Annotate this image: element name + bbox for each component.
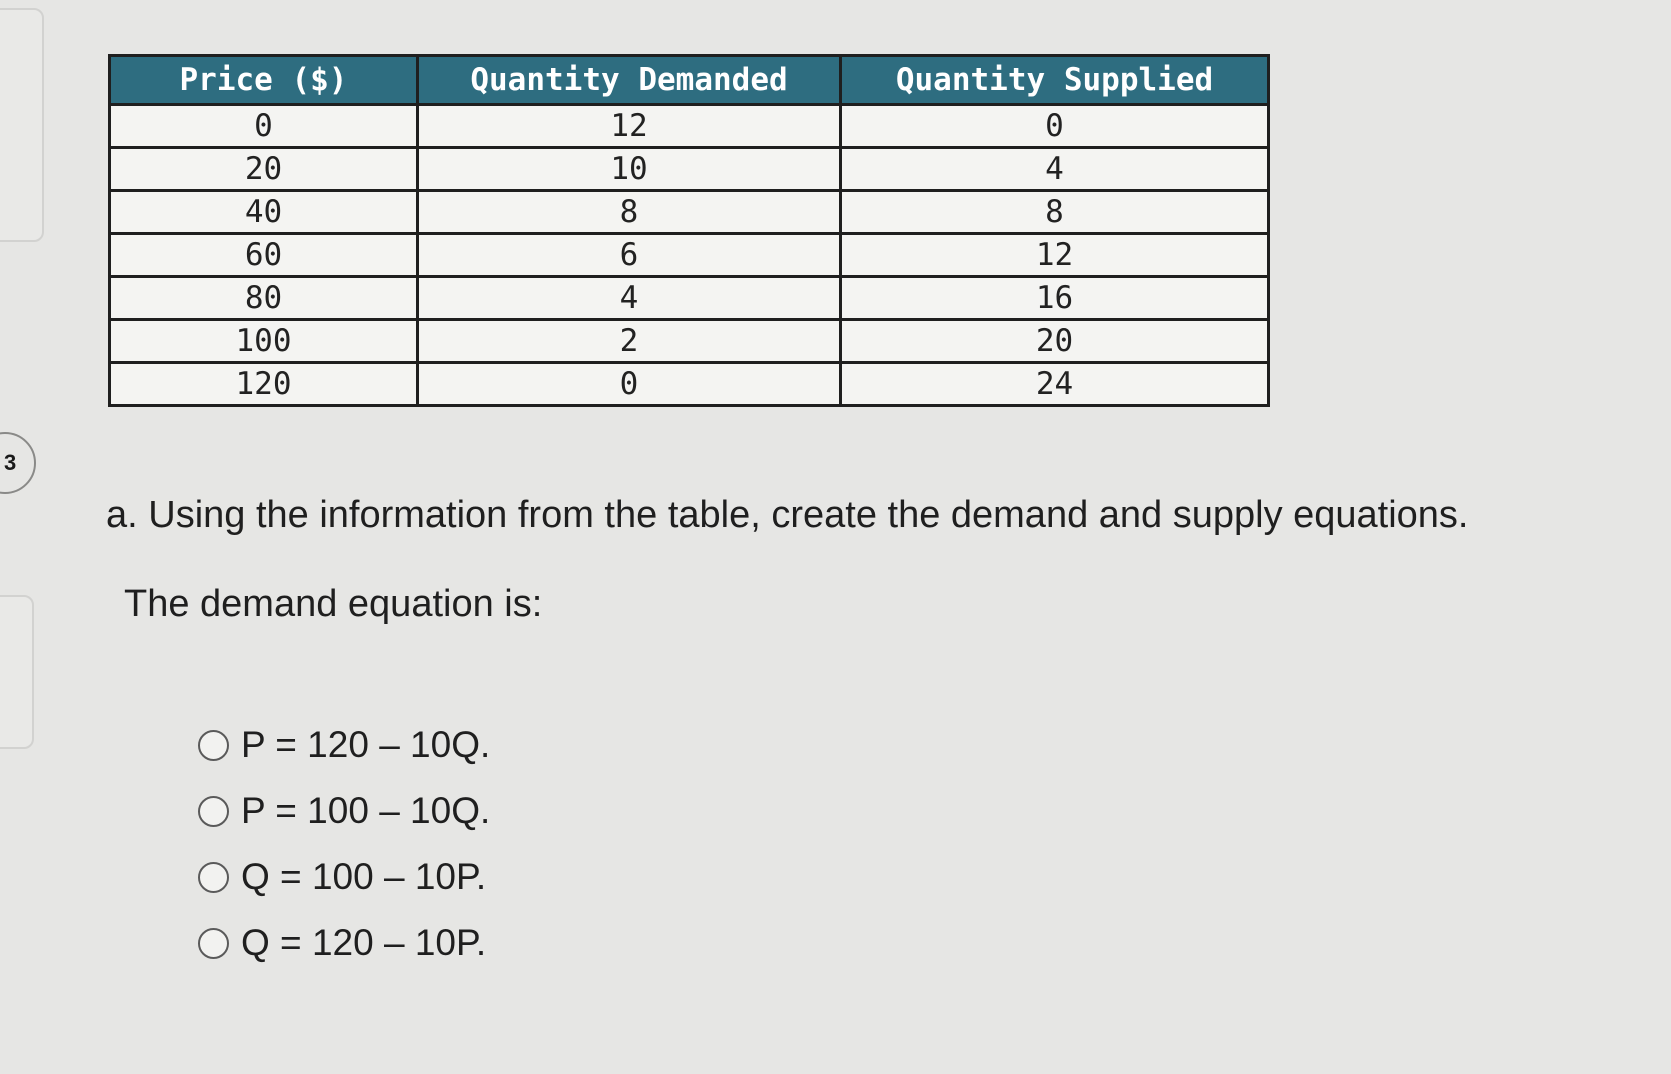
question-number-badge[interactable]: 3 — [0, 432, 36, 494]
cell-quantity-supplied: 12 — [841, 234, 1269, 277]
cell-quantity-supplied: 4 — [841, 148, 1269, 191]
cell-quantity-demanded: 6 — [418, 234, 841, 277]
question-prompt: a. Using the information from the table, create the demand and supply equations. — [106, 494, 1469, 536]
cell-price: 120 — [110, 363, 418, 406]
cell-quantity-supplied: 24 — [841, 363, 1269, 406]
answer-option[interactable] — [198, 910, 490, 976]
answer-option-label[interactable]: P = 120 – 10Q. — [241, 724, 491, 765]
header-quantity-supplied: Quantity Supplied — [841, 56, 1269, 105]
demand-equation-prompt: The demand equation is: — [124, 583, 543, 625]
cell-price: 60 — [110, 234, 418, 277]
cell-price: 20 — [110, 148, 418, 191]
table-row — [110, 320, 1269, 363]
table-row — [110, 234, 1269, 277]
header-price: Price ($) — [110, 56, 418, 105]
cell-quantity-supplied: 20 — [841, 320, 1269, 363]
sidebar-panel-top — [0, 8, 44, 242]
answer-option-label[interactable]: Q = 100 – 10P. — [241, 856, 487, 897]
cell-price: 100 — [110, 320, 418, 363]
price-quantity-table — [108, 54, 1270, 407]
table-row — [110, 363, 1269, 406]
table-row — [110, 105, 1269, 148]
cell-quantity-supplied: 0 — [841, 105, 1269, 148]
cell-price: 40 — [110, 191, 418, 234]
cell-price: 0 — [110, 105, 418, 148]
cell-quantity-demanded: 10 — [418, 148, 841, 191]
cell-quantity-demanded: 2 — [418, 320, 841, 363]
answer-option-label[interactable]: P = 100 – 10Q. — [241, 790, 491, 831]
table-row — [110, 277, 1269, 320]
radio-button[interactable] — [198, 928, 229, 959]
radio-button[interactable] — [198, 796, 229, 827]
cell-quantity-demanded: 8 — [418, 191, 841, 234]
radio-button[interactable] — [198, 730, 229, 761]
radio-button[interactable] — [198, 862, 229, 893]
sidebar-panel-bottom — [0, 595, 34, 749]
answer-option[interactable] — [198, 712, 490, 778]
answer-option[interactable] — [198, 844, 490, 910]
cell-quantity-demanded: 0 — [418, 363, 841, 406]
header-quantity-demanded: Quantity Demanded — [418, 56, 841, 105]
cell-quantity-demanded: 12 — [418, 105, 841, 148]
answer-options — [198, 712, 490, 976]
cell-quantity-supplied: 8 — [841, 191, 1269, 234]
answer-option[interactable] — [198, 778, 490, 844]
table-header-row — [110, 56, 1269, 105]
table-row — [110, 191, 1269, 234]
answer-option-label[interactable]: Q = 120 – 10P. — [241, 922, 487, 963]
cell-quantity-supplied: 16 — [841, 277, 1269, 320]
table-row — [110, 148, 1269, 191]
cell-price: 80 — [110, 277, 418, 320]
cell-quantity-demanded: 4 — [418, 277, 841, 320]
